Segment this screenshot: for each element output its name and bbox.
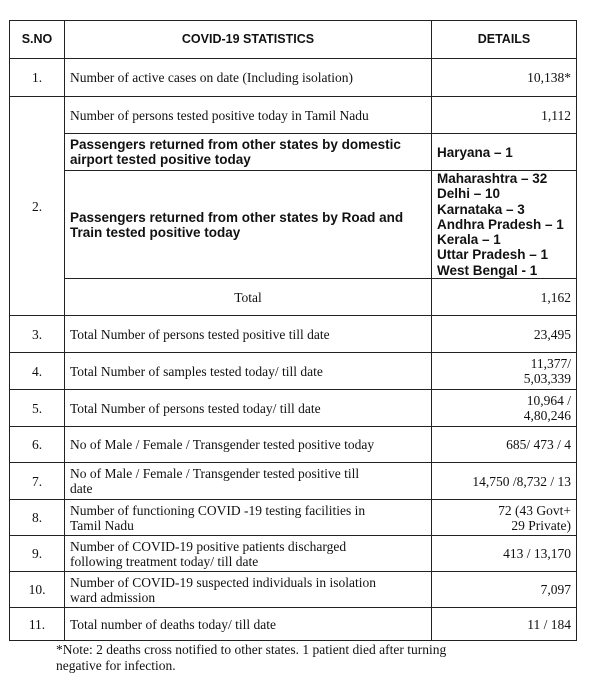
row-sno: 8.	[10, 500, 65, 536]
row-value: 14,750 /8,732 / 13	[432, 463, 577, 500]
row-sno: 10.	[10, 572, 65, 608]
state-item: Andhra Pradesh – 1	[437, 216, 564, 232]
table-row	[10, 608, 577, 641]
row-label: Passengers returned from other states by domestic airport tested positive today	[65, 134, 432, 171]
row-value: 7,097	[432, 572, 577, 608]
row-label: Total Number of persons tested today/ till date	[65, 390, 432, 427]
row-sno: 3.	[10, 316, 65, 353]
header-statistics: COVID-19 STATISTICS	[65, 21, 432, 59]
table-row	[10, 97, 577, 134]
row-label: Total	[65, 279, 432, 316]
covid-statistics-table	[9, 20, 577, 641]
state-item: West Bengal - 1	[437, 262, 538, 278]
row-sno: 1.	[10, 59, 65, 97]
header-sno: S.NO	[10, 21, 65, 59]
header-details: DETAILS	[432, 21, 577, 59]
row-value: 413 / 13,170	[432, 536, 577, 572]
row-value: 1,162	[432, 279, 577, 316]
table-row	[10, 171, 577, 279]
table-row	[10, 279, 577, 316]
row-label: Number of functioning COVID -19 testing facilities in Tamil Nadu	[65, 500, 432, 536]
row-label: Number of COVID-19 positive patients discharged following treatment today/ till date	[65, 536, 432, 572]
state-item: Karnataka – 3	[437, 201, 525, 217]
row-value: Haryana – 1	[432, 134, 577, 171]
state-item: Kerala – 1	[437, 232, 501, 248]
row-value: 685/ 473 / 4	[432, 427, 577, 463]
row-sno: 2.	[10, 97, 65, 316]
row-sno: 6.	[10, 427, 65, 463]
footnote: *Note: 2 deaths cross notified to other states. 1 patient died after turning negative for infection.	[56, 642, 447, 673]
row-label: Passengers returned from other states by Road and Train tested positive today	[65, 171, 432, 279]
row-value: 72 (43 Govt+ 29 Private)	[432, 500, 577, 536]
row-value: 11,377/ 5,03,339	[432, 353, 577, 390]
table-row	[10, 316, 577, 353]
table-row	[10, 536, 577, 572]
row-label: No of Male / Female / Transgender tested positive till date	[65, 463, 432, 500]
row-value: 1,112	[432, 97, 577, 134]
row-sno: 5.	[10, 390, 65, 427]
table-row	[10, 353, 577, 390]
row-label: Total Number of persons tested positive till date	[65, 316, 432, 353]
row-sno: 11.	[10, 608, 65, 641]
row-label: Number of active cases on date (Including isolation)	[65, 59, 432, 97]
state-list	[432, 171, 577, 279]
row-label: Number of persons tested positive today in Tamil Nadu	[65, 97, 432, 134]
row-label: Number of COVID-19 suspected individuals in isolation ward admission	[65, 572, 432, 608]
table-row	[10, 59, 577, 97]
table-header-row	[10, 21, 577, 59]
row-label: No of Male / Female / Transgender tested positive today	[65, 427, 432, 463]
table-row	[10, 390, 577, 427]
row-value: 23,495	[432, 316, 577, 353]
state-item: Maharashtra – 32	[437, 171, 548, 187]
row-value: 11 / 184	[432, 608, 577, 641]
row-sno: 4.	[10, 353, 65, 390]
table-row	[10, 500, 577, 536]
state-item: Uttar Pradesh – 1	[437, 247, 549, 263]
row-value: 10,964 / 4,80,246	[432, 390, 577, 427]
table-row	[10, 572, 577, 608]
table-row	[10, 427, 577, 463]
table-row	[10, 134, 577, 171]
state-item: Delhi – 10	[437, 186, 501, 202]
row-sno: 7.	[10, 463, 65, 500]
row-sno: 9.	[10, 536, 65, 572]
row-label: Total Number of samples tested today/ till date	[65, 353, 432, 390]
row-label: Total number of deaths today/ till date	[65, 608, 432, 641]
table-row	[10, 463, 577, 500]
row-value: 10,138*	[432, 59, 577, 97]
